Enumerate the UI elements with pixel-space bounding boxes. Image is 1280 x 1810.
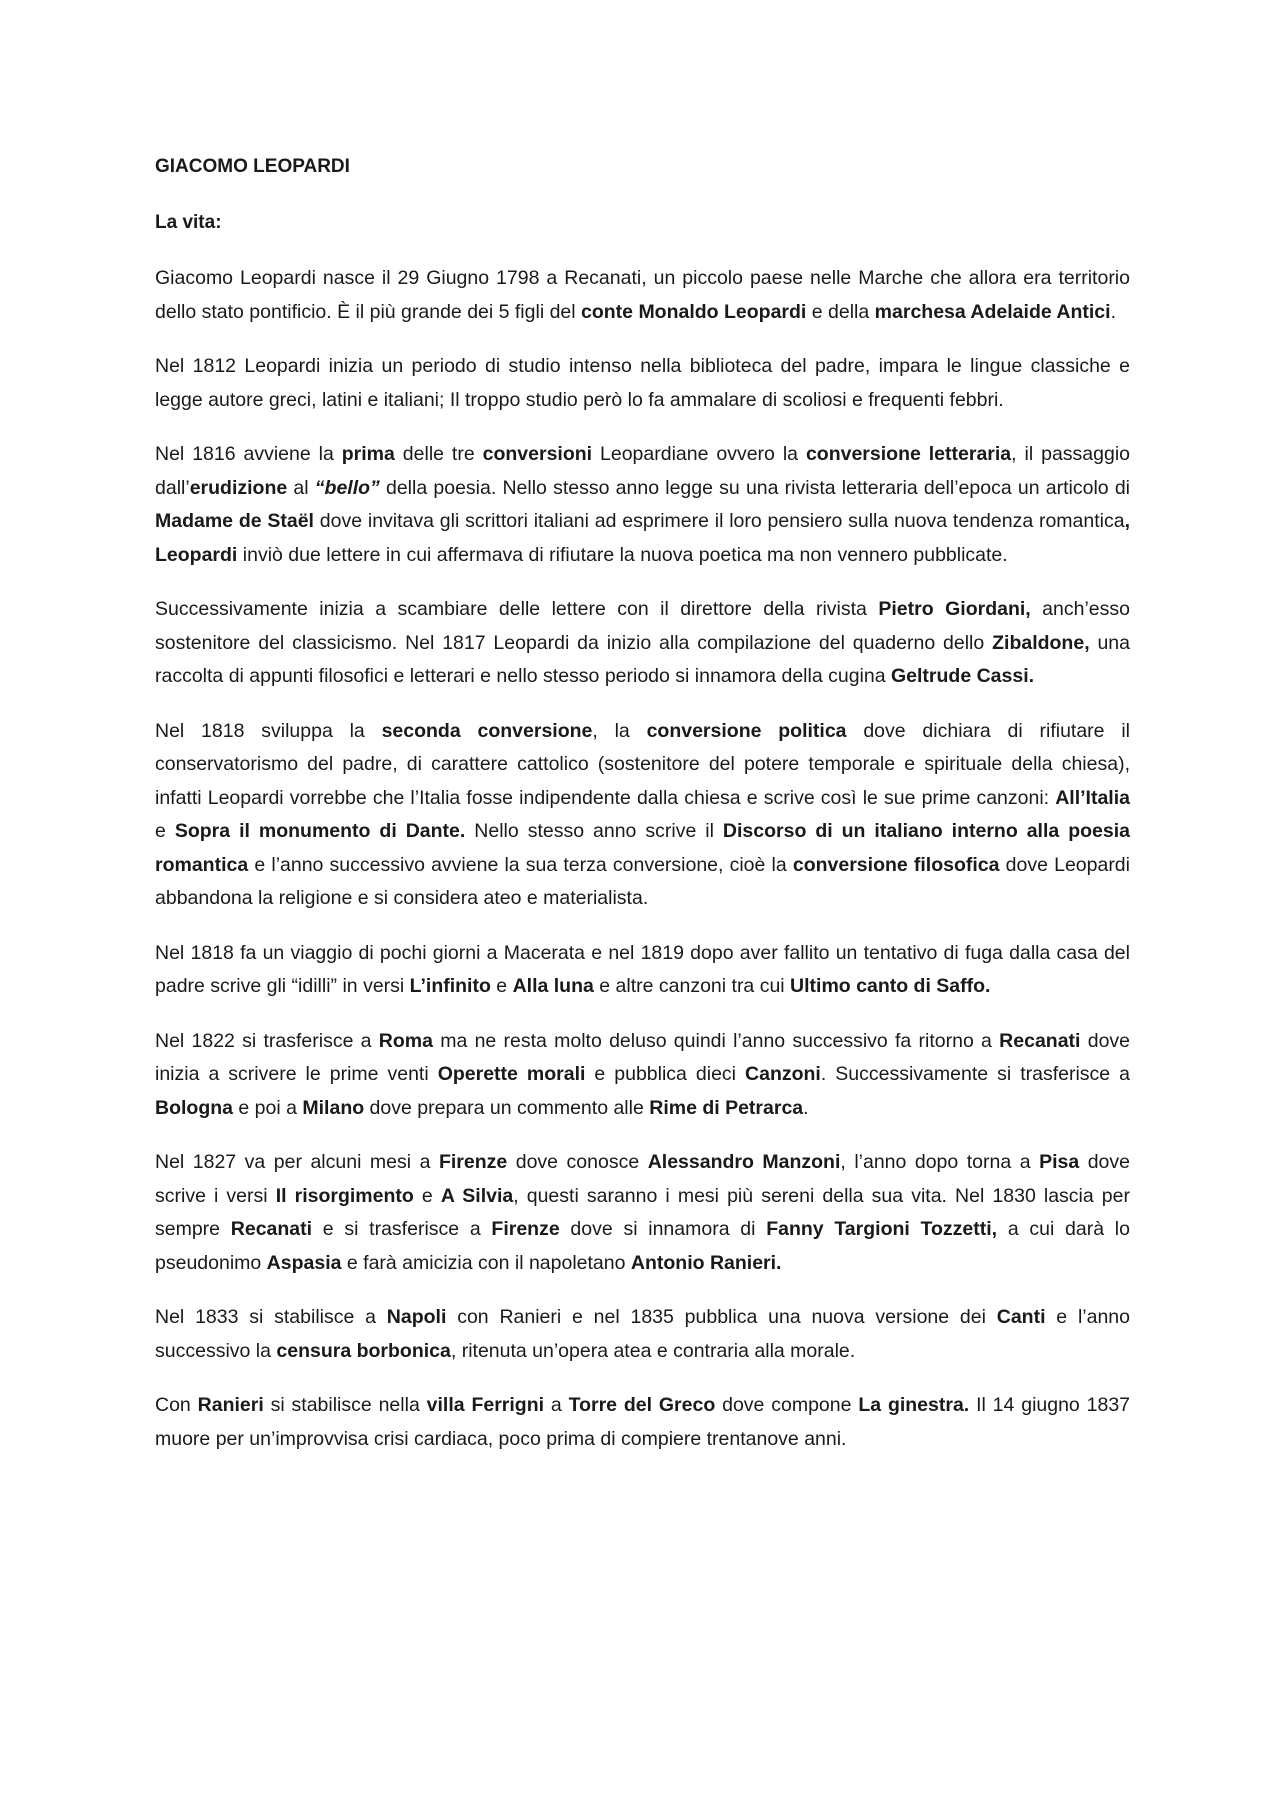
text-run: dove dichiara di rifiutare il conservatorismo del padre, di carattere cattolico (sostenitore del potere temporale e spirituale della chiesa), infatti Leopardi vorrebbe che l’Italia fosse indipendente dalla chiesa e scrive così le sue prime canzoni:: [155, 719, 1130, 809]
document-title: GIACOMO LEOPARDI: [155, 156, 350, 177]
text-run: Nel 1822 si trasferisce a: [155, 1029, 379, 1052]
bold-text: marchesa Adelaide Antici: [874, 300, 1111, 323]
text-run: una raccolta di appunti filosofici e letterari e nello stesso periodo si innamora della cugina: [155, 631, 1131, 687]
bold-text: A Silvia: [440, 1184, 514, 1207]
paragraph: [155, 438, 1130, 572]
bold-text: Napoli: [386, 1306, 447, 1328]
text-run: dove Leopardi abbandona la religione e si considera ateo e materialista.: [155, 853, 1130, 909]
bold-text: Roma: [378, 1029, 433, 1052]
bold-text: Fanny Targioni Tozzetti,: [766, 1218, 998, 1240]
bold-text: Geltrude Cassi.: [891, 665, 1035, 687]
text-run: Successivamente inizia a scambiare delle lettere con il direttore della rivista: [155, 598, 879, 620]
paragraph: [155, 262, 1130, 329]
text-run: Nello stesso anno scrive il: [465, 820, 723, 842]
text-run: al: [287, 476, 315, 499]
text-run: a cui darà lo pseudonimo: [155, 1218, 1130, 1274]
bold-text: Sopra il monumento di Dante.: [174, 820, 466, 842]
text-run: e pubblica dieci: [585, 1063, 746, 1085]
text-run: dove inizia a scrivere le prime venti: [155, 1029, 1131, 1085]
document-page: [155, 150, 1130, 1477]
text-run: dove compone: [715, 1394, 859, 1416]
bold-text: Firenze: [438, 1151, 508, 1173]
paragraph: [155, 1146, 1130, 1280]
text-run: Nel 1827 va per alcuni mesi a: [155, 1151, 439, 1173]
text-run: e: [413, 1184, 441, 1207]
text-run: e si trasferisce a: [312, 1218, 492, 1240]
bold-text: Milano: [302, 1096, 365, 1119]
bold-text: conversione letteraria: [805, 443, 1012, 465]
bold-text: L’infinito: [409, 975, 491, 997]
bold-text: Canti: [996, 1306, 1046, 1328]
text-run: Nel 1818 fa un viaggio di pochi giorni a Macerata e nel 1819 dopo aver fallito un tentativo di fuga dalla casa del padre scrive gli “idilli” in versi: [155, 941, 1130, 997]
text-run: e l’anno successivo la: [155, 1306, 1130, 1362]
text-run: Giacomo Leopardi nasce il 29 Giugno 1798 a Recanati, un piccolo paese nelle Marche che allora era territorio dello stato pontificio. È il più grande dei 5 figli del: [155, 267, 1130, 323]
text-run: .: [803, 1096, 809, 1119]
text-run: , l’anno dopo torna a: [840, 1151, 1040, 1173]
text-run: inviò due lettere in cui affermava di rifiutare la nuova poetica ma non vennero pubblicate.: [237, 543, 1008, 566]
bold-text: Pisa: [1039, 1151, 1080, 1173]
bold-text: Canzoni: [745, 1063, 821, 1085]
text-run: Leopardiane ovvero la: [592, 443, 806, 465]
text-run: .: [1110, 300, 1116, 323]
text-run: Nel 1818 sviluppa la: [155, 719, 382, 742]
text-run: Nel 1812 Leopardi inizia un periodo di studio intenso nella biblioteca del padre, impara le lingue classiche e legge autore greci, latini e italiani; Il troppo studio però lo fa ammalare di scoliosi e frequenti febbri.: [155, 355, 1130, 411]
bold-text: prima: [341, 443, 395, 465]
text-run: dove si innamora di: [559, 1218, 767, 1240]
text-run: e altre canzoni tra cui: [593, 975, 791, 997]
text-run: , il passaggio dall’: [155, 443, 1131, 499]
paragraph: [155, 1389, 1130, 1456]
bold-text: Pietro Giordani,: [878, 598, 1031, 620]
paragraph: [155, 937, 1130, 1004]
bold-text: All’Italia: [1055, 786, 1130, 809]
bold-text: villa Ferrigni: [426, 1394, 545, 1416]
bold-text: conte Monaldo Leopardi: [581, 300, 807, 323]
bold-text: Recanati: [999, 1029, 1081, 1052]
paragraph-container: [155, 262, 1130, 1456]
text-run: Il 14 giugno 1837 muore per un’improvvisa crisi cardiaca, poco prima di compiere trentanove anni.: [155, 1394, 1131, 1450]
text-run: . Successivamente si trasferisce a: [820, 1063, 1130, 1085]
text-run: e della: [806, 300, 875, 323]
bold-text: Operette morali: [437, 1063, 586, 1085]
text-run: e: [490, 975, 513, 997]
text-run: , ritenuta un’opera atea e contraria alla morale.: [450, 1339, 856, 1362]
bold-text: seconda conversione: [381, 719, 593, 742]
emphasis-text: “bello”: [314, 476, 380, 499]
paragraph: [155, 593, 1130, 694]
bold-text: erudizione: [189, 476, 288, 499]
bold-text: conversione filosofica: [792, 853, 1000, 876]
text-run: Con: [155, 1394, 198, 1416]
bold-text: censura borbonica: [276, 1339, 451, 1362]
bold-text: Ultimo canto di Saffo.: [790, 975, 991, 997]
text-run: e: [155, 820, 175, 842]
text-run: , questi saranno i mesi più sereni della sua vita. Nel 1830 lascia per sempre: [155, 1184, 1130, 1240]
bold-text: Aspasia: [266, 1251, 342, 1274]
bold-text: Antonio Ranieri.: [630, 1251, 782, 1274]
text-run: dove conosce: [507, 1151, 648, 1173]
text-run: si stabilisce nella: [263, 1394, 427, 1416]
bold-text: Ranieri: [197, 1394, 264, 1416]
bold-text: Alla luna: [512, 975, 594, 997]
text-run: e poi a: [233, 1096, 303, 1119]
paragraph: [155, 350, 1130, 417]
text-run: dove invitava gli scrittori italiani ad esprimere il loro pensiero sulla nuova tendenza romantica: [313, 510, 1125, 532]
text-run: dove prepara un commento alle: [364, 1096, 650, 1119]
bold-text: Torre del Greco: [568, 1394, 716, 1416]
bold-text: conversione politica: [646, 719, 847, 742]
text-run: ma ne resta molto deluso quindi l’anno successivo fa ritorno a: [432, 1029, 1000, 1052]
text-run: dove scrive i versi: [155, 1151, 1130, 1207]
text-run: a: [544, 1394, 569, 1416]
bold-text: La ginestra.: [858, 1394, 970, 1416]
text-run: , la: [592, 719, 647, 742]
section-heading: La vita:: [155, 212, 222, 233]
text-run: con Ranieri e nel 1835 pubblica una nuova versione dei: [446, 1306, 997, 1328]
bold-text: conversioni: [482, 443, 593, 465]
text-run: e l’anno successivo avviene la sua terza conversione, cioè la: [248, 853, 793, 876]
text-run: anch’esso sostenitore del classicismo. Nel 1817 Leopardi da inizio alla compilazione del quaderno dello: [155, 598, 1130, 654]
bold-text: Alessandro Manzoni: [647, 1151, 841, 1173]
paragraph: [155, 1301, 1130, 1368]
text-run: e farà amicizia con il napoletano: [341, 1251, 631, 1274]
bold-text: Rime di Petrarca: [649, 1096, 804, 1119]
paragraph: [155, 1025, 1130, 1126]
bold-text: Firenze: [491, 1218, 560, 1240]
bold-text: , Leopardi: [155, 510, 1130, 566]
bold-text: Madame de Staël: [155, 510, 314, 532]
text-run: Nel 1816 avviene la: [155, 443, 342, 465]
paragraph: [155, 715, 1130, 916]
bold-text: Recanati: [230, 1218, 313, 1240]
text-run: Nel 1833 si stabilisce a: [155, 1306, 387, 1328]
bold-text: Bologna: [155, 1096, 233, 1119]
text-run: della poesia. Nello stesso anno legge su una rivista letteraria dell’epoca un articolo di: [379, 476, 1130, 499]
text-run: delle tre: [394, 443, 483, 465]
bold-text: Zibaldone,: [992, 631, 1090, 654]
bold-text: Il risorgimento: [275, 1184, 414, 1207]
bold-text: Discorso di un italiano interno alla poesia romantica: [155, 820, 1130, 876]
